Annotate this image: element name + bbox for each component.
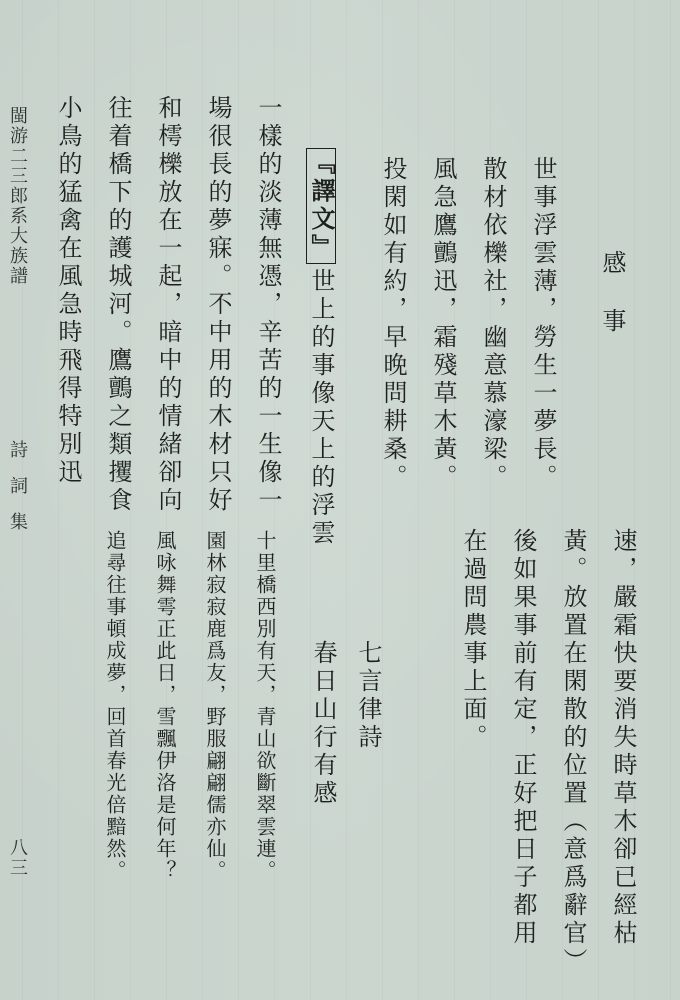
poem2-line-4: 追尋往事頓成夢，回首春光倍黯然。 xyxy=(103,530,127,882)
poem2-line-3: 風咏舞雩正此日，雪飄伊洛是何年？ xyxy=(153,530,177,882)
translation-line-7: 黃。放置在閑散的位置（意爲辭官） xyxy=(559,528,587,976)
translation-label-text: 譯文 xyxy=(307,178,336,234)
poem2-title: 春日山行有感 xyxy=(309,640,337,808)
poem1-line-2: 散材依櫟社，幽意慕濠梁。 xyxy=(479,156,507,492)
book-title: 閩游二三郎系大族譜 xyxy=(7,106,28,286)
poem1-line-4: 投閑如有約，早晚問耕桑。 xyxy=(379,156,407,492)
translation-line-8: 後如果事前有定，正好把日子都用 xyxy=(509,528,537,948)
poem1-line-3: 風急鷹鸇迅，霜殘草木黃。 xyxy=(429,156,457,492)
translation-line-6: 速，嚴霜快要消失時草木卻已經枯 xyxy=(609,528,637,948)
translation-line-9: 在過問農事上面。 xyxy=(459,528,487,752)
poem2-line-1: 十里橋西別有天，青山欲斷翠雲連。 xyxy=(253,530,277,882)
translation-first-column xyxy=(306,148,336,548)
translation-line-1: 一樣的淡薄無憑，辛苦的一生像一 xyxy=(254,95,282,515)
translation-first-line: 世上的事像天上的浮雲 xyxy=(307,268,335,548)
poem1-title: 感事 xyxy=(598,250,626,366)
translation-label: 『譯文』 xyxy=(307,150,336,262)
collection-label: 詩詞集 xyxy=(7,440,28,548)
poem2-line-2: 園林寂寂鹿爲友，野服翩翩儒亦仙。 xyxy=(203,530,227,882)
poem1-line-1: 世事浮雲薄，勞生一夢長。 xyxy=(529,156,557,492)
page-number: 八三 xyxy=(7,838,28,878)
translation-line-2: 場很長的夢寐。不中用的木材只好 xyxy=(204,95,232,515)
poem2-genre: 七言律詩 xyxy=(354,640,382,752)
translation-line-5: 小鳥的猛禽在風急時飛得特別迅 xyxy=(54,95,82,487)
translation-line-4: 往着橋下的護城河。鷹鸇之類攫食 xyxy=(104,95,132,515)
translation-line-3: 和樗櫟放在一起，暗中的情緒卻向 xyxy=(154,95,182,515)
